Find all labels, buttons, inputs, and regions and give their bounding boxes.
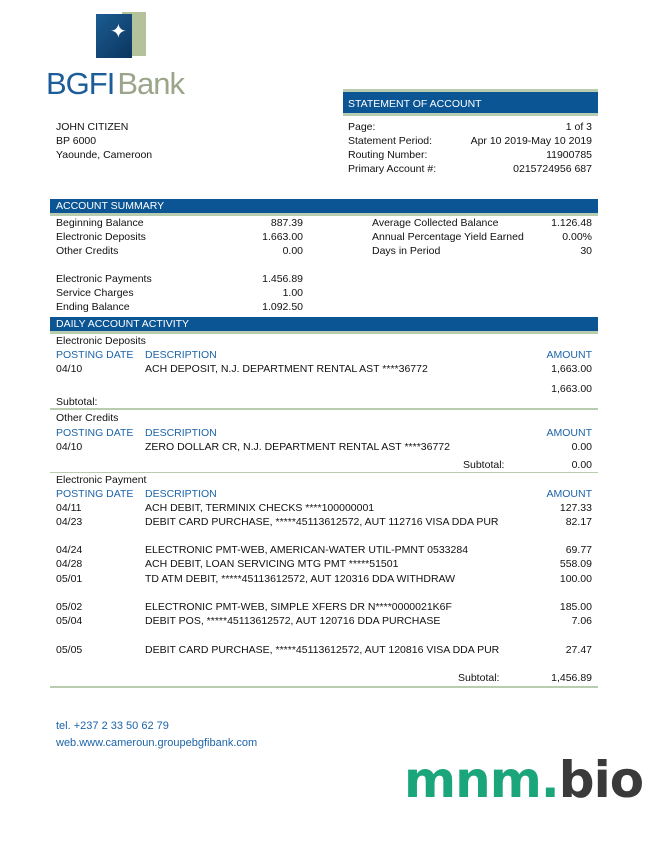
summary-value: 1.663.00: [262, 231, 303, 243]
row-date: 04/23: [56, 516, 83, 528]
summary-value: 887.39: [270, 217, 303, 229]
row-description: DEBIT POS, *****45113612572, AUT 120716 DDA PURCHASE: [145, 615, 441, 627]
watermark: [404, 752, 643, 808]
col-description: DESCRIPTION: [145, 349, 217, 361]
summary-label: Days in Period: [372, 245, 441, 257]
row-amount: 100.00: [559, 573, 592, 585]
summary-value: 0.00%: [562, 231, 592, 243]
summary-label: Annual Percentage Yield Earned: [372, 231, 524, 243]
row-date: 04/10: [56, 441, 83, 453]
summary-value: 1.126.48: [551, 217, 592, 229]
summary-label: Beginning Balance: [56, 217, 144, 229]
row-description: ACH DEBIT, LOAN SERVICING MTG PMT *****51501: [145, 558, 399, 570]
row-amount: 27.47: [565, 644, 592, 656]
row-description: ELECTRONIC PMT-WEB, AMERICAN-WATER UTIL-PMNT 0533284: [145, 544, 469, 556]
summary-label: Other Credits: [56, 245, 119, 257]
payments-subtotal: 1,456.89: [551, 672, 592, 684]
row-description: ACH DEBIT, TERMINIX CHECKS ****100000001: [145, 502, 375, 514]
logo-star-icon: ✦: [110, 21, 127, 43]
summary-value: 1.092.50: [262, 301, 303, 313]
row-description: ZERO DOLLAR CR, N.J. DEPARTMENT RENTAL AST ****36772: [145, 441, 450, 453]
bank-name-bank: Bank: [117, 66, 185, 101]
routing-value: 11900785: [546, 149, 592, 161]
statement-title: STATEMENT OF ACCOUNT: [343, 92, 598, 116]
row-description: ELECTRONIC PMT-WEB, SIMPLE XFERS DR N****0000021K6F: [145, 601, 452, 613]
account-label: Primary Account #:: [348, 163, 437, 175]
customer-address-1: BP 6000: [56, 135, 97, 147]
col-description: DESCRIPTION: [145, 427, 217, 439]
period-label: Statement Period:: [348, 135, 433, 147]
col-amount: AMOUNT: [546, 427, 592, 439]
row-amount: 69.77: [565, 544, 592, 556]
customer-name: JOHN CITIZEN: [56, 121, 129, 133]
row-date: 04/28: [56, 558, 83, 570]
period-value: Apr 10 2019-May 10 2019: [470, 135, 592, 147]
row-date: 04/24: [56, 544, 83, 556]
summary-label: Average Collected Balance: [372, 217, 499, 229]
col-description: DESCRIPTION: [145, 488, 217, 500]
row-date: 04/11: [56, 502, 82, 514]
row-date: 05/02: [56, 601, 83, 613]
row-amount: 558.09: [559, 558, 592, 570]
watermark-part-1: mnm.: [404, 751, 559, 809]
watermark-part-2: bio: [558, 751, 644, 809]
page-value: 1 of 3: [565, 121, 592, 133]
row-amount: 185.00: [559, 601, 592, 613]
row-date: 05/01: [56, 573, 83, 585]
row-date: 05/05: [56, 644, 83, 656]
customer-address-2: Yaounde, Cameroon: [56, 149, 153, 161]
section-title: Electronic Payment: [56, 474, 147, 486]
col-posting-date: POSTING DATE: [56, 488, 134, 500]
row-amount: 127.33: [559, 502, 592, 514]
col-posting-date: POSTING DATE: [56, 349, 134, 361]
subtotal-label: Subtotal:: [458, 672, 500, 684]
divider: [50, 408, 598, 410]
summary-value: 30: [580, 245, 592, 257]
row-date: 05/04: [56, 615, 83, 627]
footer-website[interactable]: web.www.cameroun.groupebgfibank.com: [56, 737, 258, 749]
row-amount: 82.17: [565, 516, 592, 528]
row-amount: 1,663.00: [551, 363, 592, 375]
summary-label: Ending Balance: [56, 301, 130, 313]
footer-phone: tel. +237 2 33 50 62 79: [56, 720, 169, 732]
col-amount: AMOUNT: [546, 488, 592, 500]
daily-activity-header: DAILY ACCOUNT ACTIVITY: [50, 317, 598, 334]
summary-label: Electronic Deposits: [56, 231, 146, 243]
col-amount: AMOUNT: [546, 349, 592, 361]
subtotal-label: Subtotal:: [463, 459, 505, 471]
divider: [50, 686, 598, 688]
row-description: ACH DEPOSIT, N.J. DEPARTMENT RENTAL AST ****36772: [145, 363, 428, 375]
summary-value: 0.00: [282, 245, 303, 257]
summary-label: Service Charges: [56, 287, 134, 299]
summary-label: Electronic Payments: [56, 273, 152, 285]
bank-name-bgfi: BGFI: [46, 66, 115, 101]
row-description: DEBIT CARD PURCHASE, *****45113612572, AUT 112716 VISA DDA PUR: [145, 516, 499, 528]
summary-value: 1.456.89: [262, 273, 303, 285]
bank-name: [46, 66, 184, 102]
account-summary-header: ACCOUNT SUMMARY: [50, 199, 598, 216]
row-amount: 7.06: [571, 615, 592, 627]
deposits-total: 1,663.00: [551, 383, 592, 395]
section-title: Other Credits: [56, 412, 119, 424]
account-value: 0215724956 687: [513, 163, 592, 175]
row-description: TD ATM DEBIT, *****45113612572, AUT 120316 DDA WITHDRAW: [145, 573, 456, 585]
section-title: Electronic Deposits: [56, 335, 146, 347]
subtotal-label: Subtotal:: [56, 396, 98, 408]
row-date: 04/10: [56, 363, 83, 375]
row-description: DEBIT CARD PURCHASE, *****45113612572, AUT 120816 VISA DDA PUR: [145, 644, 500, 656]
routing-label: Routing Number:: [348, 149, 428, 161]
row-amount: 0.00: [571, 441, 592, 453]
col-posting-date: POSTING DATE: [56, 427, 134, 439]
credits-subtotal: 0.00: [571, 459, 592, 471]
page-label: Page:: [348, 121, 376, 133]
summary-value: 1.00: [282, 287, 303, 299]
